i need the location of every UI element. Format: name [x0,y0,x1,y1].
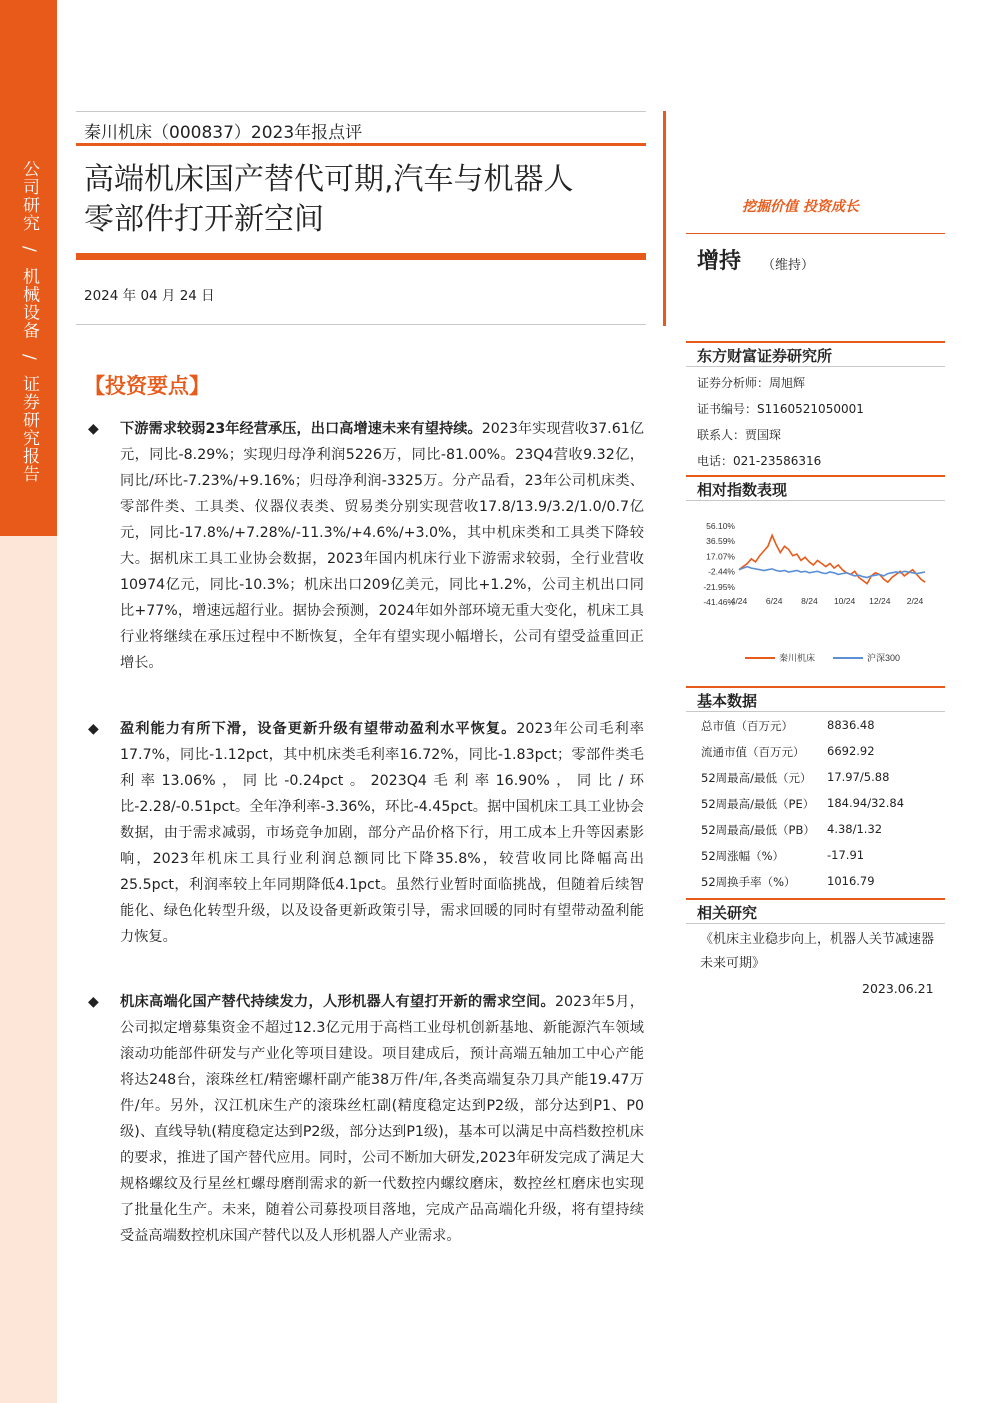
basic-key: 流通市值（百万元） [701,745,805,759]
basic-key: 52周最高/最低（PB） [701,823,815,837]
rating: 增持 [697,249,742,274]
contact: 联系人：贾国琛 [697,428,782,442]
relative-performance-chart [697,514,945,674]
legend-label: 沪深300 [867,653,901,663]
analyst: 证券分析师：周旭辉 [697,376,806,390]
x-tick-label: 10/24 [833,596,856,606]
x-tick-label: 6/24 [765,596,783,606]
cert-number: 证书编号：S1160521050001 [697,402,864,416]
bullet-item-1 [84,416,644,676]
series-line-index [739,567,925,578]
slogan-rule [686,233,945,234]
basic-value: 4.38/1.32 [827,822,883,836]
headline-orange-bar [76,253,646,260]
sidebar-category [13,160,45,483]
diamond-bullet-icon: ◆ [88,421,99,437]
basic-value: 17.97/5.88 [827,770,890,784]
bullet-body: 2023年5月，公司拟定增募集资金不超过12.3亿元用于高档工业母机创新基地、新能源汽车领域滚动功能部件研发与产业化等项目建设。项目建成后，预计高端五轴加工中心产能将达248台，滚珠丝杠/精密螺杆副产能38万件/年,各类高端复杂刀具产能19.47万件/年。另外，汉江机床生产的滚珠丝杠副(精度稳定达到P2级，部分达到P1、P0级)、直线导轨(精度稳定达到P2级，部分达到P1级)，基本可以满足中高档数控机床的要求，推进了国产替代应用。同时，公司不断加大研发,2023年研发完成了满足大规格螺纹及行星丝杠螺母磨削需求的新一代数控内螺纹磨床，数控丝杠磨床也实现了批量化生产。未来，随着公司募投项目落地，完成产品高端化升级，将有望持续受益高端数控机床国产替代以及人形机器人产业需求。 [120,994,644,1244]
related-underline [686,923,945,924]
phone: 电话：021-23586316 [697,454,822,468]
top-rule [76,111,646,112]
diamond-bullet-icon: ◆ [88,721,99,737]
basic-key: 总市值（百万元） [701,719,793,733]
y-tick-label: 36.59% [706,536,735,547]
headline-line1: 高端机床国产替代可期,汽车与机器人 [84,162,574,197]
basic-value: 184.94/32.84 [827,796,905,810]
sidebar-part-industry: 机械设备 [19,267,39,340]
related-report-date: 2023.06.21 [862,981,934,996]
basic-value: -17.91 [827,848,865,862]
basic-value: 6692.92 [827,744,875,758]
section-title-investment-points: 【投资要点】 [84,374,210,398]
x-tick-label: 8/24 [801,596,818,606]
sidebar-sep: / [19,246,39,254]
y-tick-label: 56.10% [706,521,735,531]
bullet-lead: 盈利能力有所下滑，设备更新升级有望带动盈利水平恢复。 [120,721,517,737]
perf-underline [686,500,945,501]
basic-key: 52周涨幅（%） [701,849,785,863]
slogan: 挖掘价值 投资成长 [742,199,859,215]
x-tick-label: 12/24 [869,596,891,606]
sidebar-part-company: 公司研究 [19,160,39,232]
bullet-lead: 下游需求较弱23年经营承压，出口高增速未来有望持续。 [120,421,482,437]
related-rule [686,898,945,900]
y-tick-label: -21.95% [703,581,735,592]
series-line-company [739,535,925,583]
report-title: 秦川机床（000837）2023年报点评 [84,123,363,143]
report-date: 2024 年 04 月 24 日 [84,288,215,304]
related-title: 相关研究 [697,904,758,922]
sidebar-sep: / [19,353,39,361]
headline [84,160,654,240]
diamond-bullet-icon: ◆ [88,994,99,1010]
y-tick-label: 17.07% [706,551,735,562]
institute-rule [686,341,945,343]
institute-name: 东方财富证券研究所 [697,347,833,365]
y-tick-label: -41.46% [703,597,735,607]
x-tick-label: 4/24 [730,596,748,606]
bullet-body: 2023年实现营收37.61亿元，同比-8.29%；实现归母净利润5226万，同比-81.00%。23Q4营收9.32亿，同比/环比-7.23%/+9.16%；归母净利润-3325万。分产品看，23年公司机床类、零部件类、工具类、仪器仪表类、贸易类分别实现营收17.8/13.9/3.2/1.0/0.7亿元，同比-17.8%/+7.28%/-11.3%/+4.6%/+3.0%，其中机床类和工具类下降较大。据机床工具工业协会数据，2023年国内机床行业下游需求较弱，全行业营收10974亿元，同比-10.3%；机床出口209亿美元，同比+1.2%，公司主机出口同比+77%，增速远超行业。据协会预测，2024年如外部环境无重大变化，机床工具行业将继续在承压过程中不断恢复，全年有望实现小幅增长，公司有望受益重回正增长。 [120,421,644,671]
date-rule [76,324,646,325]
sidebar-part-type: 证券研究报告 [19,375,39,484]
bullet-item-2 [84,716,644,950]
y-tick-label: -2.44% [708,566,735,577]
basic-rule [686,686,945,688]
x-tick-label: 2/24 [906,596,924,606]
title-orange-rule [76,143,646,146]
basic-key: 52周换手率（%） [701,875,796,889]
headline-line2: 零部件打开新空间 [84,202,324,237]
bullet-lead: 机床高端化国产替代持续发力，人形机器人有望打开新的需求空间。 [120,994,556,1010]
related-report-link[interactable]: 《机床主业稳步向上，机器人关节减速器未来可期》 [700,932,935,971]
basic-title: 基本数据 [697,692,758,710]
institute-underline [686,366,945,367]
basic-underline [686,711,945,712]
bullet-item-3 [84,989,644,1249]
column-divider [663,111,666,326]
bullet-body: 2023年公司毛利率17.7%，同比-1.12pct，其中机床类毛利率16.72%，同比-1.83pct；零部件类毛利率13.06%，同比-0.24pct。2023Q4毛利率16.90%，同比/环比-2.28/-0.51pct。全年净利率-3.36%，环比-4.45pct。据中国机床工具工业协会数据，由于需求减弱，市场竞争加剧，部分产品价格下行，用工成本上升等因素影响，2023年机床工具行业利润总额同比下降35.8%，较营收同比降幅高出25.5pct，利润率较上年同期降低4.1pct。虽然行业暂时面临挑战，但随着后续智能化、绿色化转型升级，以及设备更新政策引导，需求回暖的同时有望带动盈利能力恢复。 [120,721,644,945]
basic-key: 52周最高/最低（PE） [701,797,815,811]
basic-key: 52周最高/最低（元） [701,771,812,785]
perf-title: 相对指数表现 [697,481,788,499]
basic-value: 8836.48 [827,718,875,732]
chart-svg [697,514,945,674]
rating-sub: （维持） [762,258,815,273]
basic-value: 1016.79 [827,874,875,888]
legend-label: 秦川机床 [779,653,816,663]
perf-rule [686,475,945,477]
